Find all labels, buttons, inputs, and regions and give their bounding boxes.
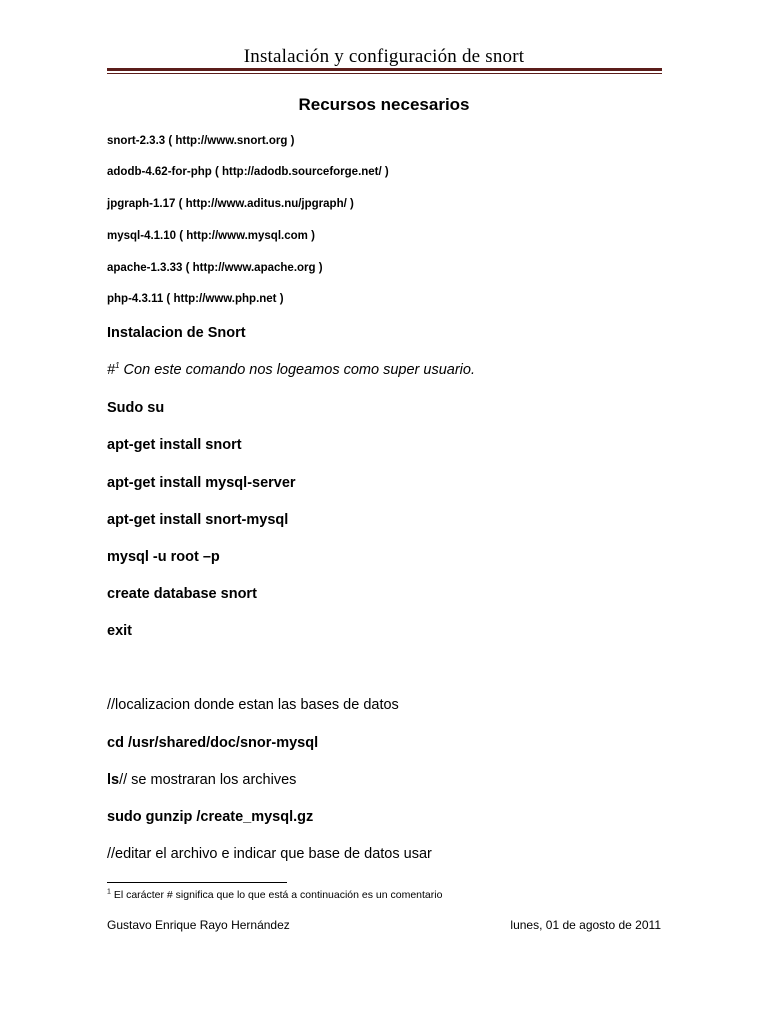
command-line: apt-get install snort [107,437,242,453]
footer-date: lunes, 01 de agosto de 2011 [510,918,661,932]
resource-line: php-4.3.11 ( http://www.php.net ) [107,293,284,305]
command-ls: ls [107,772,120,788]
resource-line: mysql-4.1.10 ( http://www.mysql.com ) [107,230,315,242]
comment-line [107,362,475,378]
footer-author: Gustavo Enrique Rayo Hernández [107,918,290,932]
resource-line: jpgraph-1.17 ( http://www.aditus.nu/jpgraph/ ) [107,198,354,210]
footnote [107,889,442,901]
comment-db-location: //localizacion donde estan las bases de datos [107,697,399,713]
command-line: apt-get install mysql-server [107,475,296,491]
command-line: Sudo su [107,400,165,416]
comment-edit: //editar el archivo e indicar que base de datos usar [107,846,432,862]
ls-line [107,772,296,788]
comment-text: Con este comando nos logeamos como super usuario. [119,362,475,378]
command-line: create database snort [107,586,257,602]
header-title: Instalación y configuración de snort [243,46,525,67]
command-line: mysql -u root –p [107,549,220,565]
header-rule [107,68,662,71]
resource-line: adodb-4.62-for-php ( http://adodb.sourceforge.net/ ) [107,166,389,178]
footnote-ref: 1 [115,361,120,371]
ls-comment: // se mostraran los archives [119,772,297,788]
command-gunzip: sudo gunzip /create_mysql.gz [107,809,314,825]
comment-hash: # [107,362,116,378]
command-line: exit [107,623,132,639]
resource-line: apache-1.3.33 ( http://www.apache.org ) [107,262,323,274]
command-cd: cd /usr/shared/doc/snor-mysql [107,735,319,751]
install-heading: Instalacion de Snort [107,325,246,341]
footnote-text: El carácter # significa que lo que está a continuación es un comentario [110,889,443,901]
resource-line: snort-2.3.3 ( http://www.snort.org ) [107,135,295,147]
section-title: Recursos necesarios [298,95,470,114]
header-rule-thin [107,73,662,74]
command-line: apt-get install snort-mysql [107,512,289,528]
footnote-separator [107,882,287,883]
footnote-number: 1 [107,888,111,896]
